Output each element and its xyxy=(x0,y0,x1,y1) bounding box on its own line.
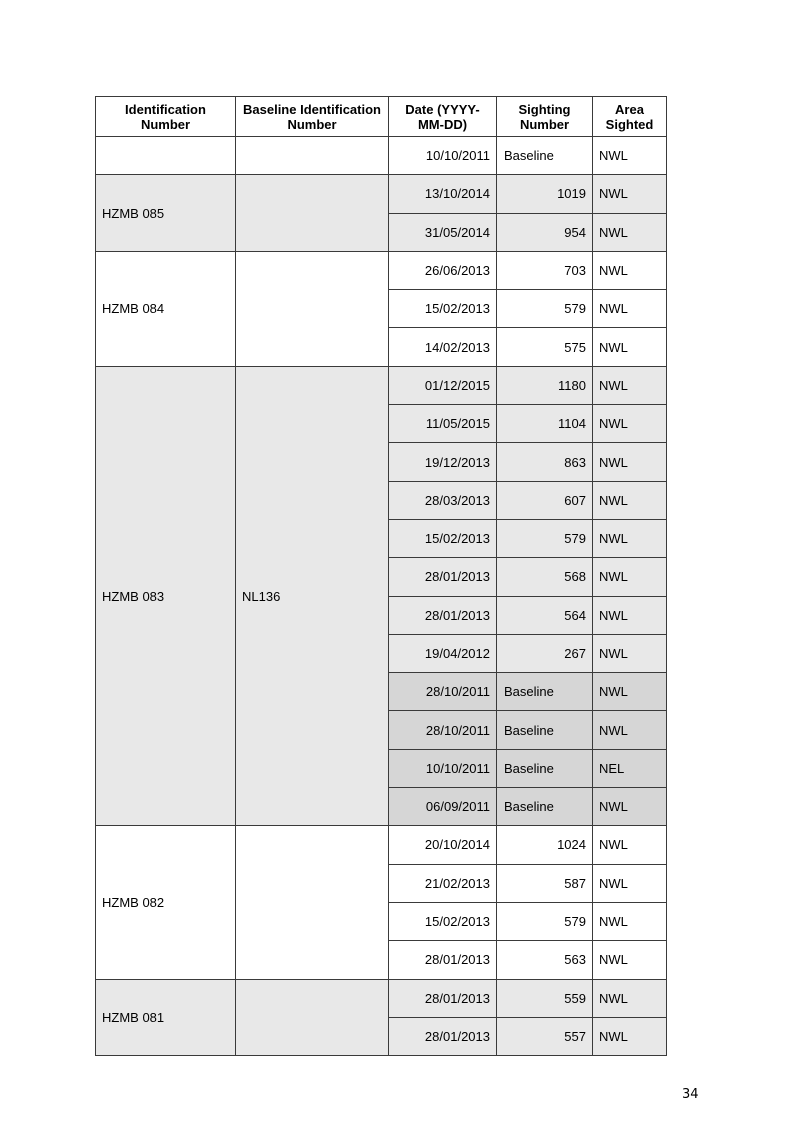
date-cell: 28/03/2013 xyxy=(389,481,497,519)
date-cell: 13/10/2014 xyxy=(389,175,497,213)
area-sighted-cell: NWL xyxy=(593,175,667,213)
date-cell: 26/06/2013 xyxy=(389,251,497,289)
date-cell: 20/10/2014 xyxy=(389,826,497,864)
identification-number-cell: HZMB 082 xyxy=(96,826,236,979)
area-sighted-cell: NWL xyxy=(593,251,667,289)
date-cell: 28/01/2013 xyxy=(389,596,497,634)
area-sighted-cell: NWL xyxy=(593,366,667,404)
sighting-number-cell: 1019 xyxy=(497,175,593,213)
sighting-number-cell: 579 xyxy=(497,290,593,328)
table-header xyxy=(96,97,667,137)
date-cell: 21/02/2013 xyxy=(389,864,497,902)
sighting-number-cell: 557 xyxy=(497,1017,593,1055)
table-row xyxy=(96,175,667,213)
date-cell: 28/01/2013 xyxy=(389,941,497,979)
area-sighted-cell: NWL xyxy=(593,328,667,366)
area-sighted-cell: NWL xyxy=(593,979,667,1017)
area-sighted-cell: NWL xyxy=(593,558,667,596)
area-sighted-cell: NWL xyxy=(593,634,667,672)
sighting-number-cell: Baseline xyxy=(497,673,593,711)
header-date: Date (YYYY-MM-DD) xyxy=(389,97,497,137)
table-row xyxy=(96,251,667,289)
baseline-identification-cell xyxy=(236,979,389,1056)
sighting-number-cell: 559 xyxy=(497,979,593,1017)
date-cell: 28/10/2011 xyxy=(389,673,497,711)
date-cell: 14/02/2013 xyxy=(389,328,497,366)
baseline-identification-cell: NL136 xyxy=(236,366,389,826)
sighting-number-cell: Baseline xyxy=(497,788,593,826)
baseline-identification-cell xyxy=(236,251,389,366)
area-sighted-cell: NWL xyxy=(593,902,667,940)
date-cell: 10/10/2011 xyxy=(389,137,497,175)
date-cell: 11/05/2015 xyxy=(389,405,497,443)
baseline-identification-cell xyxy=(236,175,389,252)
sighting-number-cell: 568 xyxy=(497,558,593,596)
area-sighted-cell: NWL xyxy=(593,864,667,902)
sighting-number-cell: 1104 xyxy=(497,405,593,443)
sighting-number-cell: 579 xyxy=(497,519,593,557)
header-identification-number: Identification Number xyxy=(96,97,236,137)
header-sighting-number: Sighting Number xyxy=(497,97,593,137)
sighting-number-cell: Baseline xyxy=(497,749,593,787)
date-cell: 10/10/2011 xyxy=(389,749,497,787)
date-cell: 19/04/2012 xyxy=(389,634,497,672)
sighting-number-cell: 267 xyxy=(497,634,593,672)
date-cell: 28/01/2013 xyxy=(389,1017,497,1055)
date-cell: 28/10/2011 xyxy=(389,711,497,749)
sightings-table xyxy=(95,96,667,1056)
sighting-number-cell: 954 xyxy=(497,213,593,251)
table-row xyxy=(96,979,667,1017)
date-cell: 28/01/2013 xyxy=(389,558,497,596)
identification-number-cell xyxy=(96,137,236,175)
sighting-number-cell: 587 xyxy=(497,864,593,902)
sighting-number-cell: 1180 xyxy=(497,366,593,404)
area-sighted-cell: NWL xyxy=(593,1017,667,1055)
sighting-number-cell: 1024 xyxy=(497,826,593,864)
area-sighted-cell: NWL xyxy=(593,826,667,864)
header-baseline-identification-number: Baseline Identification Number xyxy=(236,97,389,137)
baseline-identification-cell xyxy=(236,826,389,979)
area-sighted-cell: NWL xyxy=(593,673,667,711)
table-body xyxy=(96,137,667,1056)
date-cell: 01/12/2015 xyxy=(389,366,497,404)
area-sighted-cell: NWL xyxy=(593,596,667,634)
date-cell: 06/09/2011 xyxy=(389,788,497,826)
table-row xyxy=(96,137,667,175)
date-cell: 28/01/2013 xyxy=(389,979,497,1017)
identification-number-cell: HZMB 084 xyxy=(96,251,236,366)
sighting-number-cell: Baseline xyxy=(497,711,593,749)
area-sighted-cell: NWL xyxy=(593,213,667,251)
sighting-number-cell: 575 xyxy=(497,328,593,366)
area-sighted-cell: NWL xyxy=(593,405,667,443)
sighting-number-cell: 863 xyxy=(497,443,593,481)
sighting-number-cell: 703 xyxy=(497,251,593,289)
table-row xyxy=(96,826,667,864)
area-sighted-cell: NWL xyxy=(593,481,667,519)
sighting-number-cell: 607 xyxy=(497,481,593,519)
identification-number-cell: HZMB 081 xyxy=(96,979,236,1056)
area-sighted-cell: NWL xyxy=(593,711,667,749)
area-sighted-cell: NWL xyxy=(593,788,667,826)
table-row xyxy=(96,366,667,404)
sighting-number-cell: Baseline xyxy=(497,137,593,175)
date-cell: 15/02/2013 xyxy=(389,290,497,328)
area-sighted-cell: NWL xyxy=(593,519,667,557)
identification-number-cell: HZMB 083 xyxy=(96,366,236,826)
date-cell: 31/05/2014 xyxy=(389,213,497,251)
area-sighted-cell: NWL xyxy=(593,443,667,481)
area-sighted-cell: NEL xyxy=(593,749,667,787)
sighting-number-cell: 579 xyxy=(497,902,593,940)
date-cell: 15/02/2013 xyxy=(389,519,497,557)
area-sighted-cell: NWL xyxy=(593,941,667,979)
date-cell: 15/02/2013 xyxy=(389,902,497,940)
baseline-identification-cell xyxy=(236,137,389,175)
area-sighted-cell: NWL xyxy=(593,137,667,175)
header-area-sighted: Area Sighted xyxy=(593,97,667,137)
page-number: 34 xyxy=(682,1087,699,1102)
identification-number-cell: HZMB 085 xyxy=(96,175,236,252)
sighting-number-cell: 564 xyxy=(497,596,593,634)
header-row xyxy=(96,97,667,137)
date-cell: 19/12/2013 xyxy=(389,443,497,481)
area-sighted-cell: NWL xyxy=(593,290,667,328)
sighting-number-cell: 563 xyxy=(497,941,593,979)
